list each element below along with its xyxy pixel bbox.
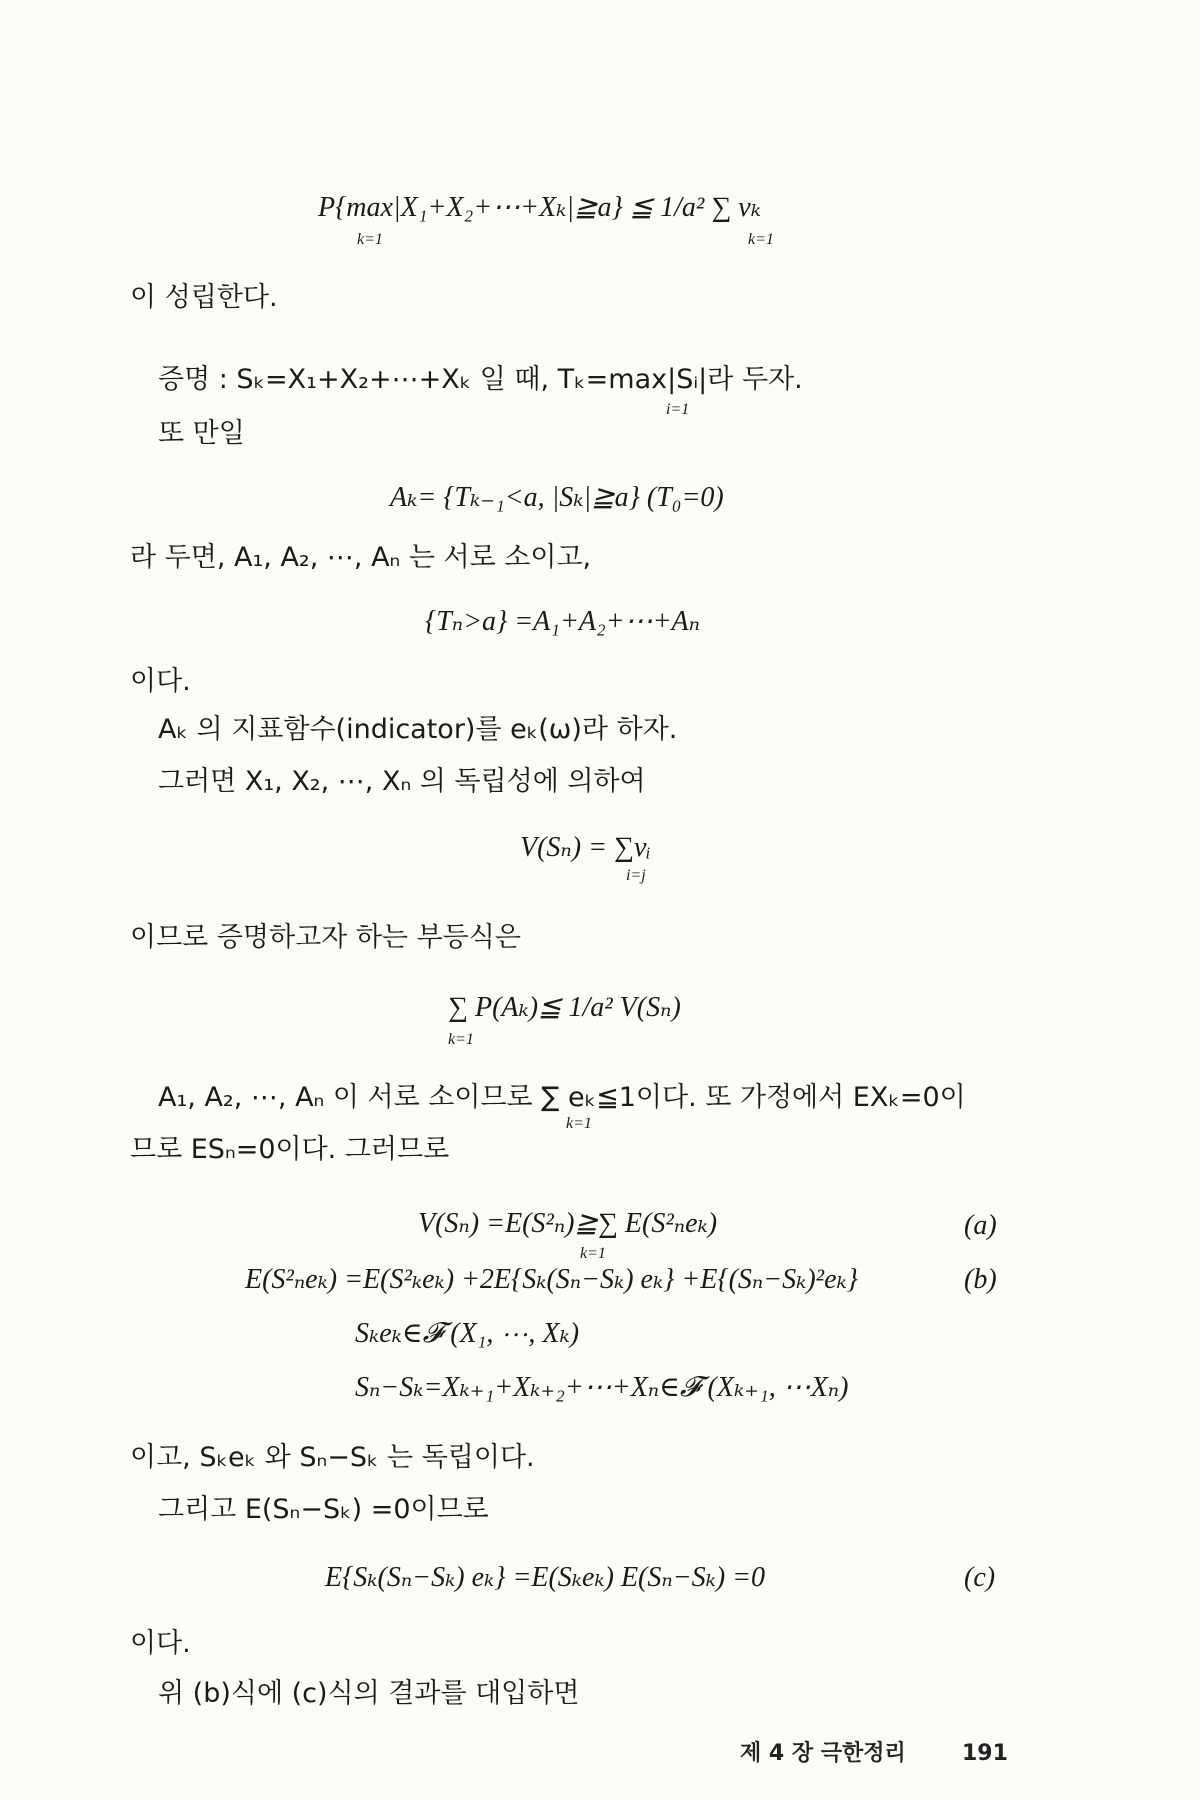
sum-index-label: k=1 [566, 1115, 592, 1132]
equation-tag-c: (c) [964, 1562, 996, 1593]
sum-index-label: i=j [626, 867, 646, 884]
equation-tag-a: (a) [964, 1210, 997, 1241]
text-line: 이다. [130, 666, 191, 697]
text-line: Aₖ 의 지표함수(indicator)를 eₖ(ω)라 하자. [158, 714, 678, 745]
max-index-label: i=1 [666, 401, 690, 418]
maximal-inequality-formula: P{max|X₁+X₂+⋯+Xₖ|≧a} ≦ 1/a² ∑ vₖ [318, 192, 761, 223]
sum-index-label: k=1 [580, 1245, 606, 1262]
equation-b-line3: Sₙ−Sₖ=Xₖ₊₁+Xₖ₊₂+⋯+Xₙ∈𝓕 (Xₖ₊₁, ⋯Xₙ) [355, 1372, 849, 1403]
text-line: 그러면 X₁, X₂, ⋯, Xₙ 의 독립성에 의하여 [158, 766, 646, 797]
text-line: 이다. [130, 1628, 191, 1659]
text-line: 므로 ESₙ=0이다. 그러므로 [130, 1134, 450, 1165]
formula-sum-index-label: k=1 [748, 231, 774, 248]
text-line: 이므로 증명하고자 하는 부등식은 [130, 922, 521, 953]
union-formula: {Tₙ>a} =A₁+A₂+⋯+Aₙ [425, 606, 700, 637]
variance-formula: V(Sₙ) = ∑vᵢ [520, 832, 651, 863]
equation-c: E{Sₖ(Sₙ−Sₖ) eₖ} =E(Sₖeₖ) E(Sₙ−Sₖ) =0 [325, 1562, 766, 1593]
text-line: 라 두면, A₁, A₂, ⋯, Aₙ 는 서로 소이고, [130, 542, 592, 573]
text-line: 또 만일 [158, 418, 245, 449]
equation-tag-b: (b) [964, 1264, 997, 1295]
text-line: A₁, A₂, ⋯, Aₙ 이 서로 소이므로 ∑ eₖ≦1이다. 또 가정에서 EXₖ=0이 [158, 1082, 966, 1113]
text-line: 이 성립한다. [130, 282, 278, 313]
event-definition-formula: Aₖ= {Tₖ₋₁<a, |Sₖ|≧a} (T₀=0) [390, 482, 724, 513]
equation-a: V(Sₙ) =E(S²ₙ)≧∑ E(S²ₙeₖ) [418, 1208, 718, 1239]
text-line: 그리고 E(Sₙ−Sₖ) =0이므로 [158, 1494, 489, 1525]
equation-b: E(S²ₙeₖ) =E(S²ₖeₖ) +2E{Sₖ(Sₙ−Sₖ) eₖ} +E{(Sₙ−Sₖ)²eₖ} [245, 1264, 858, 1295]
page-number: 191 [962, 1741, 1008, 1766]
proof-line: 증명 : Sₖ=X₁+X₂+⋯+Xₖ 일 때, Tₖ=max|Sᵢ|라 두자. [158, 364, 803, 395]
chapter-footer: 제 4 장 극한정리 [740, 1741, 906, 1766]
formula-index-label: k=1 [357, 231, 383, 248]
target-inequality-formula: ∑ P(Aₖ)≦ 1/a² V(Sₙ) [448, 992, 681, 1023]
text-line: 위 (b)식에 (c)식의 결과를 대입하면 [158, 1678, 580, 1709]
sum-index-label: k=1 [448, 1031, 474, 1048]
equation-b-line2: Sₖeₖ∈𝓕 (X₁, ⋯, Xₖ) [355, 1318, 580, 1349]
text-line: 이고, Sₖeₖ 와 Sₙ−Sₖ 는 독립이다. [130, 1442, 535, 1473]
